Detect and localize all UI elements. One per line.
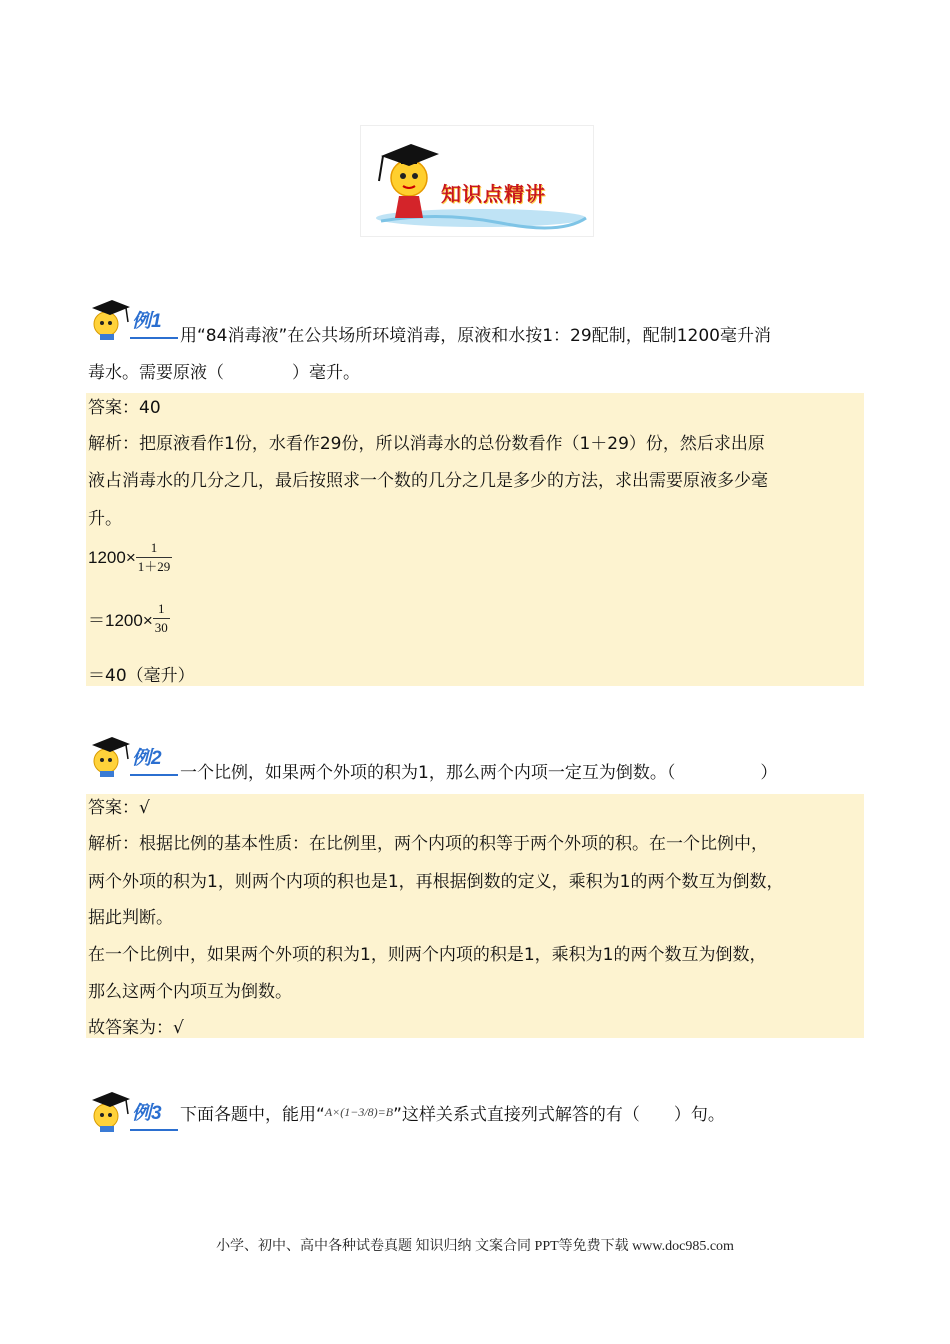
- scholar-icon: [90, 733, 136, 779]
- scholar-icon: [90, 1088, 136, 1134]
- example-2-icon: [90, 733, 180, 779]
- example-1-calc-2: [88, 602, 170, 635]
- example-1-underline: [130, 337, 178, 339]
- banner-title: 知识点精讲: [441, 182, 546, 206]
- example-1-analysis-line-1: 解析：把原液看作1份，水看作29份，所以消毒水的总份数看作（1＋29）份，然后求出原: [88, 434, 765, 454]
- example-1-question-line-1: 用“84消毒液”在公共场所环境消毒，原液和水按1：29配制，配制1200毫升消: [180, 326, 771, 346]
- example-1-calc-1: [88, 541, 172, 574]
- scholar-icon: [90, 296, 136, 342]
- example-2-conclusion: 故答案为：√: [88, 1018, 184, 1038]
- example-2-answer: 答案：√: [88, 798, 150, 818]
- example-3-question-suffix: ”这样关系式直接列式解答的有（ ）句。: [393, 1105, 725, 1125]
- calc-1-denominator: 1＋29: [137, 559, 171, 574]
- calc-2-prefix: ＝1200×: [88, 611, 153, 630]
- example-3-underline: [130, 1129, 178, 1131]
- example-2-analysis-line-5: 那么这两个内项互为倒数。: [88, 982, 292, 1002]
- example-2-analysis-line-3: 据此判断。: [88, 908, 173, 928]
- example-2-question: 一个比例，如果两个外项的积为1，那么两个内项一定互为倒数。（ ）: [180, 763, 778, 783]
- page-footer: 小学、初中、高中各种试卷真题 知识归纳 文案合同 PPT等免费下载 www.doc985.com: [216, 1239, 734, 1254]
- example-1-label: 例1: [132, 311, 162, 332]
- calc-2-denominator: 30: [154, 620, 168, 635]
- example-2-analysis-line-1: 解析：根据比例的基本性质：在比例里，两个内项的积等于两个外项的积。在一个比例中，: [88, 834, 768, 854]
- example-2-analysis-line-2: 两个外项的积为1，则两个内项的积也是1，再根据倒数的定义，乘积为1的两个数互为倒数，: [88, 872, 784, 892]
- knowledge-banner: [360, 125, 594, 237]
- example-3-label: 例3: [132, 1103, 162, 1124]
- fraction-bar: [136, 557, 173, 558]
- fraction-bar: [153, 618, 170, 619]
- calc-2-fraction: [153, 602, 170, 635]
- example-3-question: [180, 1100, 725, 1125]
- example-3-icon: [90, 1088, 180, 1134]
- example-3-question-prefix: 下面各题中，能用“: [180, 1105, 325, 1125]
- example-1-answer: 答案：40: [88, 398, 161, 418]
- example-1-icon: [90, 296, 180, 342]
- calc-2-numerator: 1: [158, 601, 165, 616]
- example-1-analysis-line-2: 液占消毒水的几分之几，最后按照求一个数的几分之几是多少的方法，求出需要原液多少毫: [88, 471, 768, 491]
- example-2-analysis-line-4: 在一个比例中，如果两个外项的积为1，则两个内项的积是1，乘积为1的两个数互为倒数，: [88, 945, 767, 965]
- calc-1-fraction: [136, 541, 173, 574]
- example-3-formula: A×(1−3/8)=B: [324, 1105, 394, 1119]
- example-1-analysis-line-3: 升。: [88, 509, 122, 529]
- example-2-underline: [130, 774, 178, 776]
- calc-1-numerator: 1: [150, 540, 158, 555]
- example-1-question-line-2: 毒水。需要原液（ ）毫升。: [88, 363, 360, 383]
- calc-1-prefix: 1200×: [88, 547, 136, 567]
- example-2-label: 例2: [132, 748, 162, 769]
- example-1-calc-3: ＝40（毫升）: [88, 666, 195, 686]
